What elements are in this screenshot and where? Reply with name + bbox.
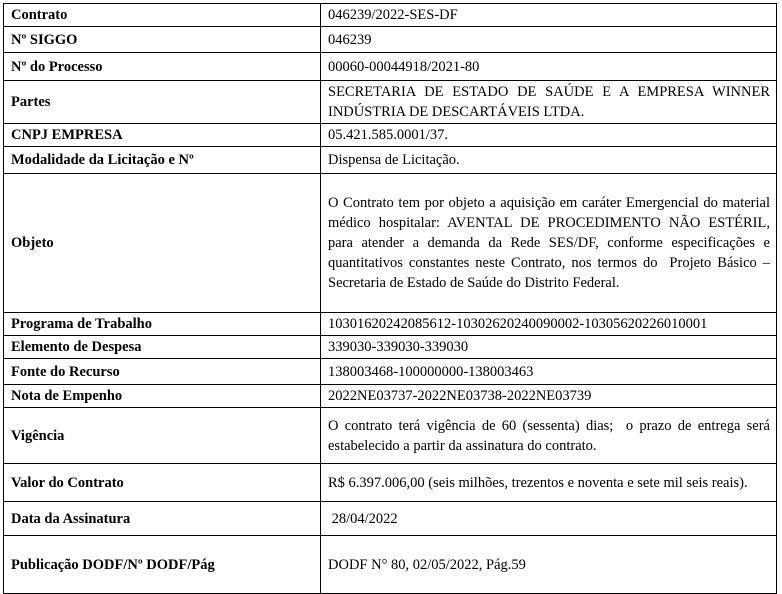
row-objeto — [4, 174, 777, 313]
row-cnpj — [4, 124, 777, 147]
row-fonte — [4, 359, 777, 385]
value-objeto: O Contrato tem por objeto a aquisição em caráter Emergencial do material médico hospitalar: AVENTAL DE PROCEDIMENTO NÃO ESTÉRIL, para atender a demanda da Rede SES/DF, conforme especificações e quantitativos constantes neste Contrato, nos termos do Projeto Básico – Secretaria de Estado de Saúde do Distrito Federal. — [321, 174, 777, 313]
label-objeto: Objeto — [4, 174, 321, 313]
row-assinatura — [4, 502, 777, 536]
row-siggo — [4, 27, 777, 53]
label-empenho: Nota de Empenho — [4, 385, 321, 408]
value-fonte: 138003468-100000000-138003463 — [321, 359, 777, 385]
value-programa: 10301620242085612-10302620240090002-10305620226010001 — [321, 313, 777, 336]
row-modalidade — [4, 147, 777, 174]
row-processo — [4, 53, 777, 81]
label-partes: Partes — [4, 81, 321, 124]
row-partes — [4, 81, 777, 124]
value-vigencia: O contrato terá vigência de 60 (sessenta) dias; o prazo de entrega será estabelecido a partir da assinatura do contrato. — [321, 408, 777, 464]
row-valor — [4, 464, 777, 502]
label-assinatura: Data da Assinatura — [4, 502, 321, 536]
value-contrato: 046239/2022-SES-DF — [321, 4, 777, 27]
value-siggo: 046239 — [321, 27, 777, 53]
label-modalidade: Modalidade da Licitação e Nº — [4, 147, 321, 174]
label-vigencia: Vigência — [4, 408, 321, 464]
label-processo: Nº do Processo — [4, 53, 321, 81]
row-elemento — [4, 336, 777, 359]
value-empenho: 2022NE03737-2022NE03738-2022NE03739 — [321, 385, 777, 408]
contract-summary — [3, 3, 777, 594]
value-valor: R$ 6.397.006,00 (seis milhões, trezentos e noventa e sete mil seis reais). — [321, 464, 777, 502]
value-cnpj: 05.421.585.0001/37. — [321, 124, 777, 147]
value-processo: 00060-00044918/2021-80 — [321, 53, 777, 81]
value-modalidade: Dispensa de Licitação. — [321, 147, 777, 174]
row-programa — [4, 313, 777, 336]
label-siggo: Nº SIGGO — [4, 27, 321, 53]
row-contrato — [4, 4, 777, 27]
row-vigencia — [4, 408, 777, 464]
label-programa: Programa de Trabalho — [4, 313, 321, 336]
label-fonte: Fonte do Recurso — [4, 359, 321, 385]
label-cnpj: CNPJ EMPRESA — [4, 124, 321, 147]
row-empenho — [4, 385, 777, 408]
value-publicacao: DODF N° 80, 02/05/2022, Pág.59 — [321, 536, 777, 594]
label-contrato: Contrato — [4, 4, 321, 27]
value-partes: SECRETARIA DE ESTADO DE SAÚDE E A EMPRESA WINNER INDÚSTRIA DE DESCARTÁVEIS LTDA. — [321, 81, 777, 124]
label-valor: Valor do Contrato — [4, 464, 321, 502]
value-elemento: 339030-339030-339030 — [321, 336, 777, 359]
label-elemento: Elemento de Despesa — [4, 336, 321, 359]
contract-table — [3, 3, 777, 594]
label-publicacao: Publicação DODF/Nº DODF/Pág — [4, 536, 321, 594]
value-assinatura: 28/04/2022 — [321, 502, 777, 536]
row-publicacao — [4, 536, 777, 594]
